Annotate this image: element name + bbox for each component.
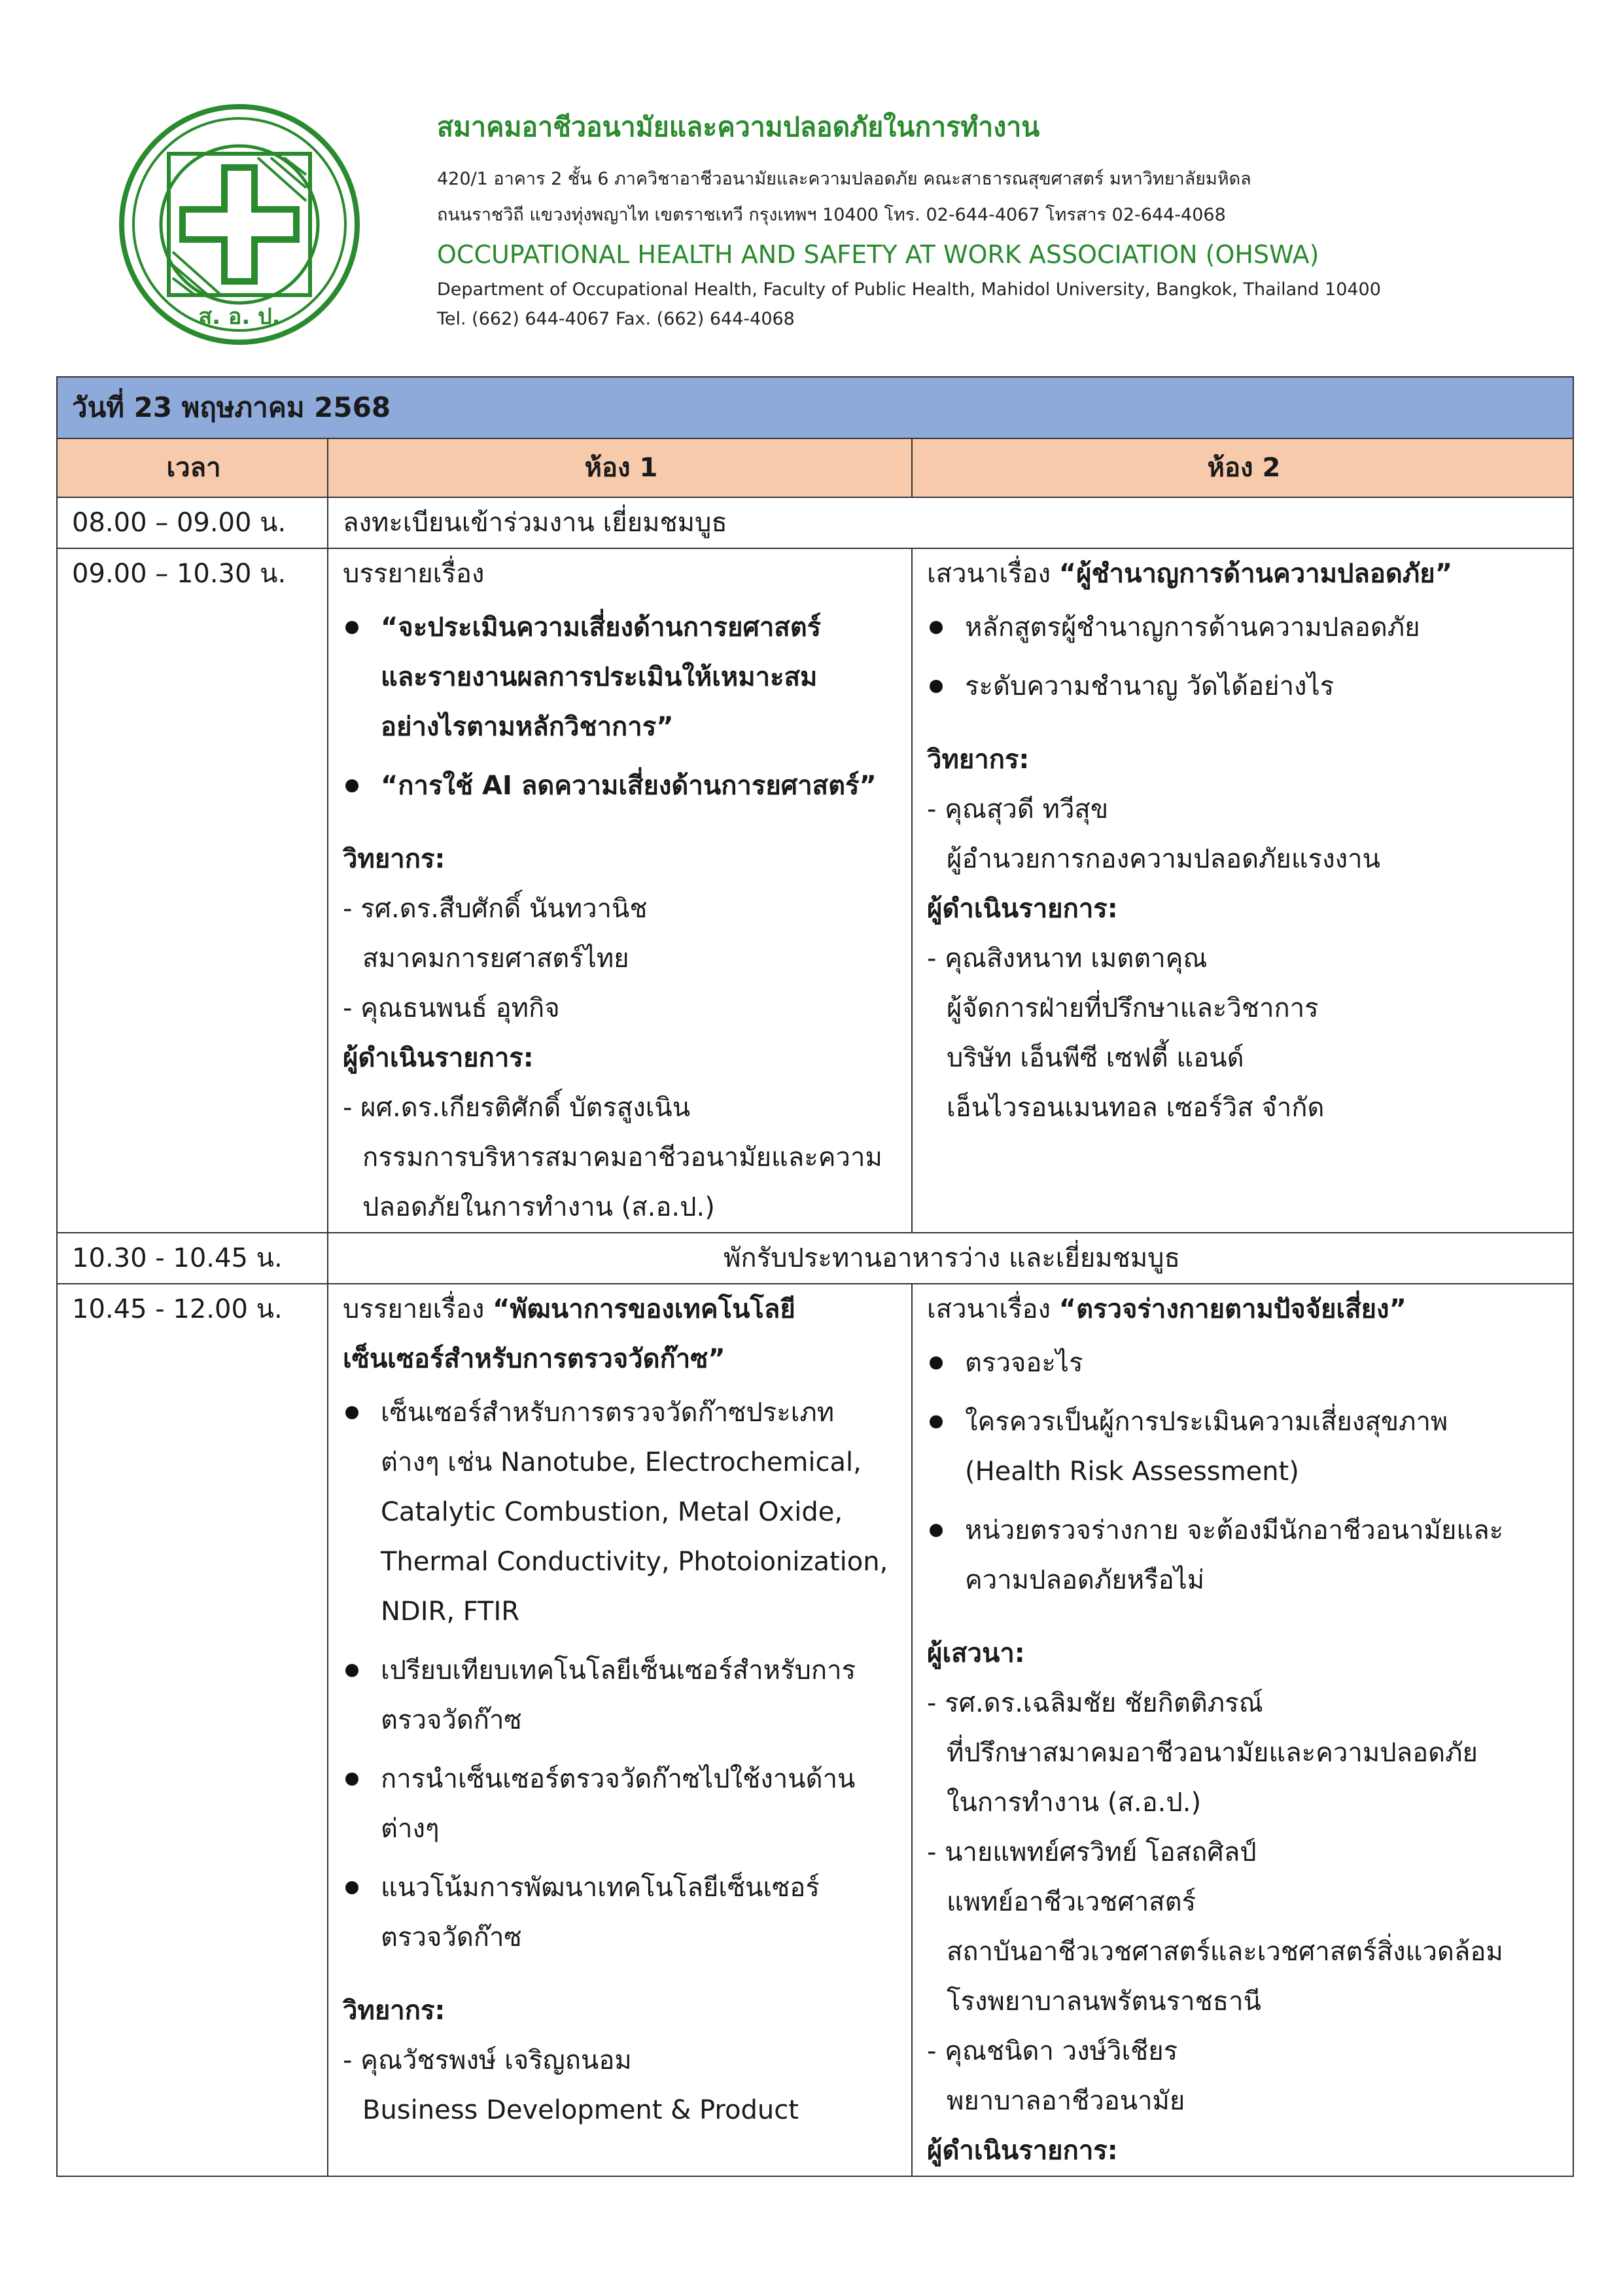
bullet-icon <box>345 1773 358 1786</box>
intro-text: บรรยายเรื่อง <box>343 1294 493 1324</box>
panelist-org: ที่ปรึกษาสมาคมอาชีวอนามัยและความปลอดภัย <box>947 1738 1478 1768</box>
intro-text: เสวนาเรื่อง <box>927 1294 1059 1324</box>
session-intro: บรรยายเรื่อง <box>343 559 485 589</box>
panelist-org: สถาบันอาชีวเวชศาสตร์และเวชศาสตร์สิ่งแวดล้อม <box>947 1937 1503 1967</box>
session-time: 08.00 – 09.00 น. <box>57 497 328 548</box>
list-item <box>927 603 1561 652</box>
line: Catalytic Combustion, Metal Oxide, <box>381 1497 843 1527</box>
line: NDIR, FTIR <box>381 1597 520 1627</box>
topic-text: “ตรวจร่างกายตามปัจจัยเสี่ยง” <box>1058 1294 1406 1324</box>
speaker-name: - คุณวัชรพงษ์ เจริญถนอม <box>343 2045 632 2075</box>
room2-session <box>912 1284 1573 2176</box>
moderator-org: เอ็นไวรอนเมนทอล เซอร์วิส จำกัด <box>947 1093 1325 1123</box>
org-contact-english: Tel. (662) 644-4067 Fax. (662) 644-4068 <box>437 309 795 329</box>
org-name-english: OCCUPATIONAL HEALTH AND SAFETY AT WORK ASSOCIATION (OHSWA) <box>437 240 1319 269</box>
line: ระดับความชำนาญ วัดได้อย่างไร <box>965 671 1335 701</box>
list-item <box>343 603 899 752</box>
bullet-icon <box>345 621 358 634</box>
list-item <box>927 662 1561 711</box>
line: ตรวจวัดก๊าซ <box>381 1922 522 1952</box>
line: ตรวจอะไร <box>965 1348 1083 1378</box>
list-item <box>927 1397 1561 1496</box>
topic-text: เซ็นเซอร์สำหรับการตรวจวัดก๊าซ” <box>343 1344 725 1374</box>
moderator-org: บริษัท เอ็นพีซี เซฟตี้ แอนด์ <box>947 1043 1244 1073</box>
list-item <box>927 1338 1561 1388</box>
session-intro <box>927 549 1561 599</box>
room1-session <box>328 548 912 1233</box>
speaker-name: - รศ.ดร.สืบศักดิ์ นันทวานิช <box>343 894 648 924</box>
line: แนวโน้มการพัฒนาเทคโนโลยีเซ็นเซอร์ <box>381 1873 820 1903</box>
bullet-icon <box>345 779 358 792</box>
topic-list <box>343 1388 899 1962</box>
list-item <box>343 1863 899 1962</box>
speaker-org: สมาคมการยศาสตร์ไทย <box>362 944 629 974</box>
line: เซ็นเซอร์สำหรับการตรวจวัดก๊าซประเภท <box>381 1398 835 1428</box>
moderator-name: - ผศ.ดร.เกียรติศักดิ์ บัตรสูงเนิน <box>343 1093 691 1123</box>
topic-text: “พัฒนาการของเทคโนโลยี <box>493 1294 795 1324</box>
header-room2: ห้อง 2 <box>912 438 1573 497</box>
panelist-org: โรงพยาบาลนพรัตนราชธานี <box>947 1987 1261 2017</box>
topic-list <box>927 1338 1561 1605</box>
session-registration <box>57 497 1573 548</box>
break-text: พักรับประทานอาหารว่าง และเยี่ยมชมบูธ <box>328 1233 1573 1284</box>
org-address-thai-1: 420/1 อาคาร 2 ชั้น 6 ภาควิชาอาชีวอนามัยและความปลอดภัย คณะสาธารณสุขศาสตร์ มหาวิทยาลัยมหิดล <box>437 169 1251 189</box>
line: ตรวจวัดก๊าซ <box>381 1705 522 1735</box>
panelist-name: - คุณชนิดา วงษ์วิเชียร <box>927 2036 1178 2066</box>
date-row <box>57 377 1573 438</box>
letterhead <box>437 97 1601 338</box>
line: และรายงานผลการประเมินให้เหมาะสม <box>381 662 818 692</box>
bullet-icon <box>345 1406 358 1419</box>
panelist-name: - นายแพทย์ศรวิทย์ โอสถศิลป์ <box>927 1837 1257 1867</box>
session-morning-1 <box>57 548 1573 1233</box>
line: Thermal Conductivity, Photoionization, <box>381 1547 888 1577</box>
bullet-icon <box>930 621 943 634</box>
org-name-thai: สมาคมอาชีวอนามัยและความปลอดภัยในการทำงาน <box>437 111 1040 143</box>
header-time: เวลา <box>57 438 328 497</box>
org-address-thai-2: ถนนราชวิถี แขวงทุ่งพญาไท เขตราชเทวี กรุงเทพฯ 10400 โทร. 02-644-4067 โทรสาร 02-644-4068 <box>437 205 1226 225</box>
schedule-table <box>56 376 1574 2177</box>
header-room1: ห้อง 1 <box>328 438 912 497</box>
session-morning-2 <box>57 1284 1573 2176</box>
speaker-name: - คุณสุวดี ทวีสุข <box>927 794 1109 824</box>
topic-text: “ผู้ชำนาญการด้านความปลอดภัย” <box>1058 559 1452 589</box>
topic-list <box>343 603 899 811</box>
session-intro <box>343 1284 899 1334</box>
ohswa-seal-icon <box>116 101 362 347</box>
session-intro <box>927 1284 1561 1334</box>
session-time: 10.30 - 10.45 น. <box>57 1233 328 1284</box>
line: ต่างๆ เช่น Nanotube, Electrochemical, <box>381 1447 862 1477</box>
list-item <box>343 761 899 811</box>
line: การนำเซ็นเซอร์ตรวจวัดก๊าซไปใช้งานด้าน <box>381 1764 856 1794</box>
session-time: 10.45 - 12.00 น. <box>57 1284 328 2176</box>
topic-list <box>927 603 1561 711</box>
line: ใครควรเป็นผู้การประเมินความเสี่ยงสุขภาพ <box>965 1407 1448 1437</box>
moderator-org: ผู้จัดการฝ่ายที่ปรึกษาและวิชาการ <box>947 993 1319 1023</box>
bullet-icon <box>345 1881 358 1894</box>
bullet-icon <box>930 1415 943 1428</box>
ohswa-logo <box>116 101 362 347</box>
org-address-english: Department of Occupational Health, Faculty of Public Health, Mahidol University, Bangkok, Thailand 10400 <box>437 279 1381 300</box>
list-item <box>343 1754 899 1854</box>
list-item <box>343 1388 899 1636</box>
speaker-org: ผู้อำนวยการกองความปลอดภัยแรงงาน <box>947 844 1380 874</box>
logo-initials: ส. อ. ป. <box>198 304 281 330</box>
speakers-label: วิทยากร: <box>927 745 1030 775</box>
panelist-name: - รศ.ดร.เฉลิมชัย ชัยกิตติภรณ์ <box>927 1688 1263 1718</box>
line: ความปลอดภัยหรือไม่ <box>965 1565 1205 1595</box>
moderator-label: ผู้ดำเนินรายการ: <box>343 1043 534 1073</box>
room2-session <box>912 548 1573 1233</box>
panelist-org: แพทย์อาชีวเวชศาสตร์ <box>947 1887 1196 1917</box>
moderator-name: - คุณสิงหนาท เมตตาคุณ <box>927 944 1208 974</box>
line: (Health Risk Assessment) <box>965 1457 1299 1487</box>
bullet-icon <box>930 1356 943 1369</box>
bullet-icon <box>930 680 943 693</box>
session-break <box>57 1233 1573 1284</box>
panelist-org: ในการทำงาน (ส.อ.ป.) <box>947 1788 1202 1818</box>
header-row <box>57 438 1573 497</box>
line: หน่วยตรวจร่างกาย จะต้องมีนักอาชีวอนามัยและ <box>965 1515 1504 1545</box>
moderator-org: กรรมการบริหารสมาคมอาชีวอนามัยและความ <box>362 1142 882 1173</box>
speaker-name: - คุณธนพนธ์ อุทกิจ <box>343 993 560 1023</box>
list-item <box>343 1646 899 1745</box>
moderator-label: ผู้ดำเนินรายการ: <box>927 894 1118 924</box>
session-time: 09.00 – 10.30 น. <box>57 548 328 1233</box>
panel-label: ผู้เสวนา: <box>927 1638 1025 1669</box>
line: ต่างๆ <box>381 1814 440 1844</box>
line: เปรียบเทียบเทคโนโลยีเซ็นเซอร์สำหรับการ <box>381 1655 856 1686</box>
moderator-org: ปลอดภัยในการทำงาน (ส.อ.ป.) <box>362 1192 715 1222</box>
moderator-label: ผู้ดำเนินรายการ: <box>927 2136 1118 2166</box>
room1-session <box>328 1284 912 2176</box>
speakers-label: วิทยากร: <box>343 1996 445 2026</box>
registration-text: ลงทะเบียนเข้าร่วมงาน เยี่ยมชมบูธ <box>328 497 1573 548</box>
speaker-org: Business Development & Product <box>362 2095 799 2125</box>
line: อย่างไรตามหลักวิชาการ” <box>381 712 674 742</box>
list-item <box>927 1506 1561 1605</box>
bullet-icon <box>345 1664 358 1677</box>
line: “จะประเมินความเสี่ยงด้านการยศาสตร์ <box>381 612 822 643</box>
line: “การใช้ AI ลดความเสี่ยงด้านการยศาสตร์” <box>381 771 877 801</box>
schedule-date: วันที่ 23 พฤษภาคม 2568 <box>57 377 1573 438</box>
speakers-label: วิทยากร: <box>343 844 445 874</box>
bullet-icon <box>930 1524 943 1537</box>
line: หลักสูตรผู้ชำนาญการด้านความปลอดภัย <box>965 612 1420 643</box>
panelist-org: พยาบาลอาชีวอนามัย <box>947 2086 1185 2116</box>
intro-text: เสวนาเรื่อง <box>927 559 1059 589</box>
